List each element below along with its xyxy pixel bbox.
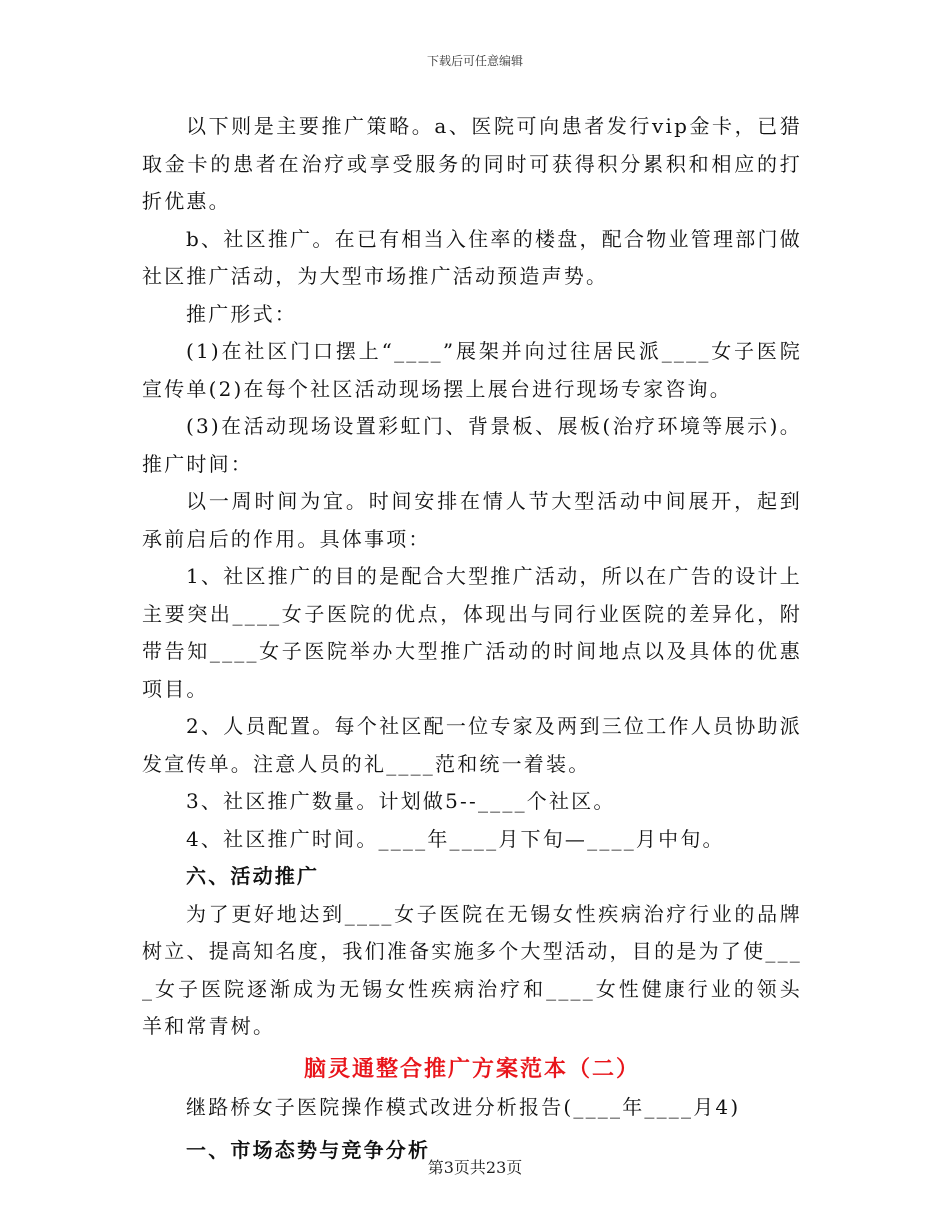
section-heading-activity-promotion: 六、活动推广 — [186, 864, 320, 888]
paragraph-item-2: 2、人员配置。每个社区配一位专家及两到三位工作人员协助派发宣传单。注意人员的礼____范和统一着装。 — [142, 714, 802, 776]
paragraph-form-item-3: (3)在活动现场设置彩虹门、背景板、展板(治疗环境等展示)。推广时间： — [142, 414, 802, 476]
paragraph-timing: 以一周时间为宜。时间安排在情人节大型活动中间展开，起到承前启后的作用。具体事项： — [142, 489, 802, 551]
paragraph-form-item-1-2: (1)在社区门口摆上“____”展架并向过往居民派____女子医院宣传单(2)在每个社区活动现场摆上展台进行现场专家咨询。 — [142, 339, 802, 401]
page-number: 第3页共23页 — [427, 1158, 523, 1177]
section-heading-market-analysis: 一、市场态势与竞争分析 — [186, 1138, 431, 1162]
document-section-title: 脑灵通整合推广方案范本（二） — [303, 1055, 640, 1082]
paragraph-community-promotion: b、社区推广。在已有相当入住率的楼盘，配合物业管理部门做社区推广活动，为大型市场推广活动预造声势。 — [142, 226, 802, 288]
paragraph-item-3: 3、社区推广数量。计划做5--____个社区。 — [186, 789, 616, 813]
paragraph-item-4: 4、社区推广时间。____年____月下旬—____月中旬。 — [186, 826, 725, 851]
page-header: 下载后可任意编辑 — [426, 54, 523, 68]
paragraph-promotion-form-label: 推广形式： — [186, 301, 297, 326]
paragraph-activity-goal: 为了更好地达到____女子医院在无锡女性疾病治疗行业的品牌树立、提高知名度，我们准备实施多个大型活动，目的是为了使____女子医院逐渐成为无锡女性疾病治疗和____女性健康行业的领头羊和常青树。 — [142, 901, 802, 1038]
paragraph-item-1: 1、社区推广的目的是配合大型推广活动，所以在广告的设计上主要突出____女子医院的优点，体现出与同行业医院的差异化，附带告知____女子医院举办大型推广活动的时间地点以及具体的优惠项目。 — [142, 564, 802, 701]
paragraph-promotion-strategy: 以下则是主要推广策略。a、医院可向患者发行vip金卡，已猎取金卡的患者在治疗或享受服务的同时可获得积分累积和相应的打折优惠。 — [142, 114, 802, 213]
paragraph-report-title: 继路桥女子医院操作模式改进分析报告(____年____月4) — [186, 1094, 741, 1119]
document-body — [142, 108, 802, 1170]
